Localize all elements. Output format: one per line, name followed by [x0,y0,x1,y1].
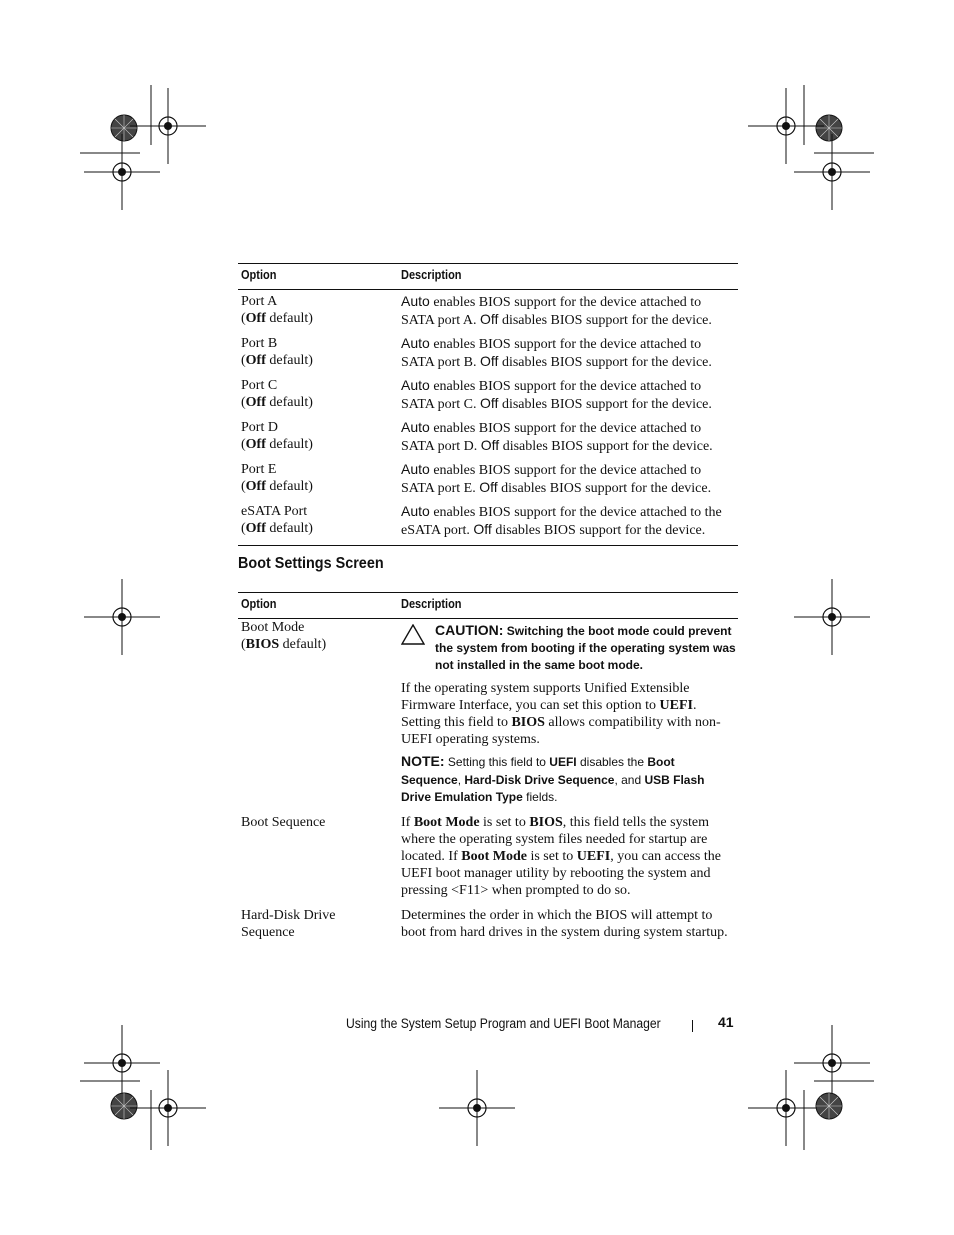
crosshair-mark [130,1070,206,1146]
default-value: Off [245,479,266,494]
table-row [238,461,738,503]
description-cell: Determines the order in which the BIOS will attempt to boot from hard drives in the system during system startup. [401,907,728,940]
starburst-mark [816,1093,842,1119]
table-row [238,335,738,377]
option-name: Port C [241,378,278,393]
crosshair-mark [84,1025,160,1101]
option-cell: Boot Sequence [241,814,326,830]
crosshair-mark [84,579,160,655]
description-cell [401,622,737,807]
caution-icon [401,624,425,646]
option-cell: Boot Mode (BIOS default) [241,620,327,652]
description-column-header: Description [401,268,462,282]
starburst-mark [111,115,137,141]
crosshair-mark [748,88,824,164]
option-cell: Port C (Off default) [241,378,313,410]
description-cell: If Boot Mode is set to BIOS, this field tells the system where the operating system files needed for startup are located. If Boot Mode is set to UEFI, you can access the UEFI boot manager utility by rebooting the system and pressing <F11> when prompted to do so. [401,814,721,898]
table-header [238,263,738,290]
default-value: Off [245,353,266,368]
crosshair-mark [84,134,160,210]
table-row-hdd-sequence [238,907,738,941]
footer-separator [692,1020,693,1032]
crosshair-mark [794,579,870,655]
footer-text: Using the System Setup Program and UEFI Boot Manager [346,1016,661,1031]
description-cell: Auto enables BIOS support for the device attached to SATA port E. Off disables BIOS support for the device. [401,461,712,496]
boot-settings-table [238,592,738,941]
sata-ports-table [238,263,738,546]
option-cell: eSATA Port (Off default) [241,504,313,536]
option-cell: Port B (Off default) [241,336,313,368]
description-cell: Auto enables BIOS support for the device attached to SATA port D. Off disables BIOS support for the device. [401,419,713,454]
option-cell: Port E (Off default) [241,462,313,494]
table-row [238,293,738,335]
default-value: BIOS [245,637,280,652]
option-column-header: Option [241,268,277,282]
option-cell: Hard-Disk Drive Sequence [241,907,336,940]
crosshair-mark [794,1025,870,1101]
boot-mode-paragraph: If the operating system supports Unified Extensible Firmware Interface, you can set this option to UEFI. Setting this field to BIOS allows compatibility with non-UEFI operating systems. [401,681,721,747]
option-name: eSATA Port [241,504,308,519]
crosshair-mark [748,1070,824,1146]
description-cell: Auto enables BIOS support for the device attached to SATA port B. Off disables BIOS support for the device. [401,335,712,370]
description-column-header: Description [401,597,462,611]
table-header [238,592,738,619]
description-cell: Auto enables BIOS support for the device attached to SATA port C. Off disables BIOS support for the device. [401,377,712,412]
table-body [238,290,738,546]
section-title: Boot Settings Screen [238,555,384,572]
default-value: Off [245,311,266,326]
table-row [238,419,738,461]
crosshair-mark [130,88,206,164]
starburst-mark [111,1093,137,1119]
page-number: 41 [718,1014,734,1030]
option-name: Port E [241,462,277,477]
option-cell: Port D (Off default) [241,420,313,452]
option-name: Port D [241,420,278,435]
table-row-boot-sequence [238,814,738,899]
crosshair-mark [439,1070,515,1146]
description-cell: Auto enables BIOS support for the device attached to the eSATA port. Off disables BIOS support for the device. [401,503,722,538]
table-row [238,377,738,419]
option-name: Port B [241,336,278,351]
default-value: Off [245,437,266,452]
table-row [238,503,738,546]
starburst-mark [816,115,842,141]
caution-callout: CAUTION: Switching the boot mode could prevent the system from booting if the operating system was not installed in the same boot mode. [401,622,737,674]
default-value: Off [245,521,266,536]
crosshair-mark [794,134,870,210]
description-cell: Auto enables BIOS support for the device attached to SATA port A. Off disables BIOS support for the device. [401,293,712,328]
option-cell: Port A (Off default) [241,294,313,326]
note-callout: NOTE: Setting this field to UEFI disables the Boot Sequence, Hard-Disk Drive Sequence, and USB Flash Drive Emulation Type fields. [401,753,705,804]
table-row-boot-mode [238,619,738,807]
option-column-header: Option [241,597,277,611]
default-value: Off [245,395,266,410]
option-name: Port A [241,294,278,309]
